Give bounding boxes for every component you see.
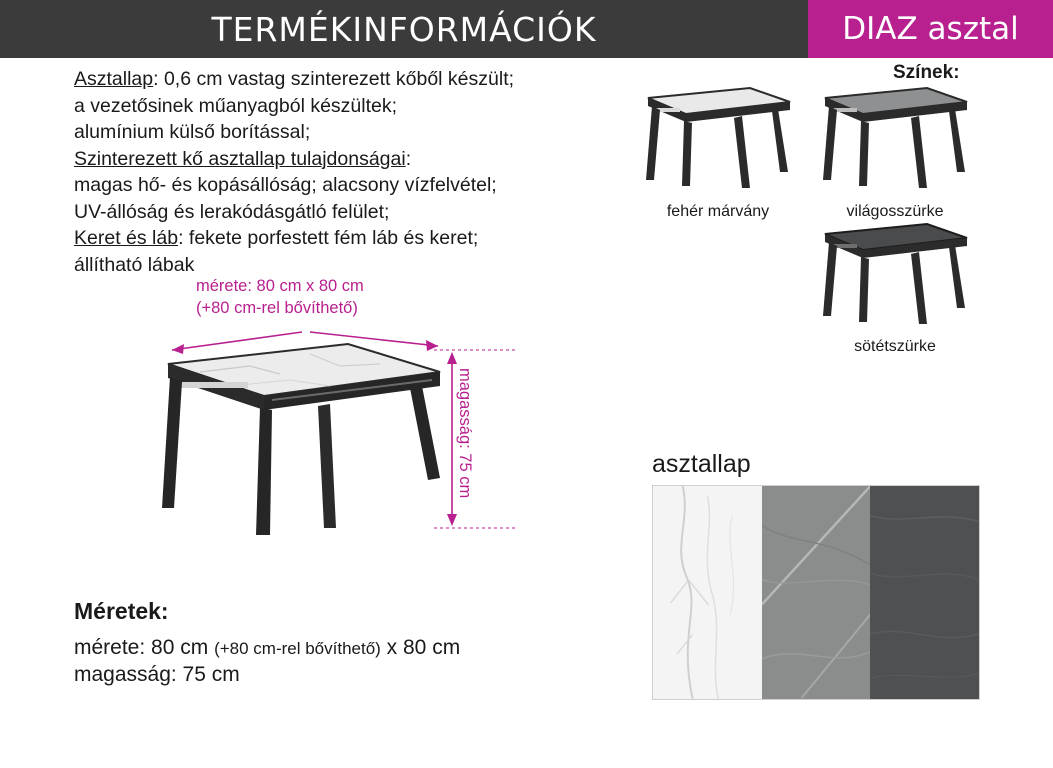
description-text: UV-állóság és lerakódásgátló felület; (74, 200, 390, 223)
stone-grain-icon (762, 486, 871, 698)
tabletop-heading: asztallap (652, 450, 751, 478)
description-text: : fekete porfestett fém láb és keret; (178, 227, 479, 250)
dimensions-width-suffix: x 80 cm (380, 636, 461, 659)
description-text: : (405, 147, 412, 170)
description-line (74, 252, 634, 279)
dimensions-heading: Méretek: (74, 598, 169, 624)
diagram-extend-label: (+80 cm-rel bővíthető) (196, 299, 358, 317)
header-title-band (0, 0, 808, 58)
colors-heading: Színek: (893, 62, 960, 83)
diagram-width-label: mérete: 80 cm x 80 cm (196, 277, 364, 295)
swatch-light-grey-stone (762, 486, 871, 699)
table-thumbnail-dark-grey (815, 212, 975, 332)
swatch-white-marble (653, 486, 762, 699)
tabletop-swatch-strip (652, 485, 980, 700)
brand-name: DIAZ asztal (842, 11, 1019, 47)
product-description (74, 66, 634, 278)
description-label: Szinterezett kő asztallap tulajdonságai (74, 147, 406, 170)
description-text: magas hő- és kopásállóság; alacsony vízfelvétel; (74, 174, 497, 197)
page-title: TERMÉKINFORMÁCIÓK (211, 9, 597, 49)
dimensions-width-prefix: mérete: 80 cm (74, 636, 215, 659)
description-line (74, 146, 634, 173)
description-text: alumínium külső borítással; (74, 121, 311, 144)
description-text: állítható lábak (74, 253, 195, 276)
description-label: Keret és láb (74, 227, 179, 250)
diagram-height-label: magasság: 75 cm (456, 368, 474, 499)
color-label-light-grey: világosszürke (846, 203, 944, 220)
description-line (74, 172, 634, 199)
dimensions-line-height: magasság: 75 cm (74, 663, 240, 686)
page-header (0, 0, 1053, 58)
color-label-dark-grey: sötétszürke (854, 338, 936, 355)
description-line (74, 66, 634, 93)
description-line (74, 199, 634, 226)
description-line (74, 119, 634, 146)
table-main-illustration (160, 330, 470, 545)
header-brand-band (808, 0, 1053, 58)
marble-veins-icon (653, 486, 762, 699)
description-text: a vezetősinek műanyagból készültek; (74, 94, 398, 117)
color-label-white-marble: fehér márvány (666, 203, 770, 220)
description-label: Asztallap (74, 68, 154, 90)
swatch-dark-grey-stone (870, 486, 979, 699)
table-thumbnail-light-grey (815, 76, 975, 196)
description-text: : 0,6 cm vastag szinterezett kőből készült; (153, 68, 515, 90)
dimensions-line-width (74, 636, 460, 660)
table-thumbnail-white-marble (638, 76, 798, 196)
dark-stone-grain-icon (870, 486, 979, 698)
dimension-arrow-height (430, 340, 520, 540)
description-line (74, 93, 634, 120)
description-line (74, 225, 634, 252)
dimensions-width-extend: (+80 cm-rel bővíthető) (214, 639, 381, 658)
